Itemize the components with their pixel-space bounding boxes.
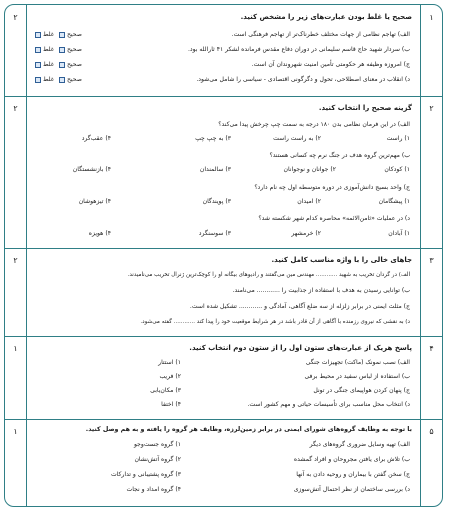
false-label: غلط [43,61,54,68]
match-item: ب) استفاده از لباس سفید در محیط برفی [304,373,410,380]
mcq-option[interactable]: ۱) پیشگامان [378,198,410,205]
match-item: د) بررسی ساختمان از نظر احتمال آتش‌سوزی [293,486,410,493]
mcq-option[interactable]: ۳) به چپ چپ [195,135,231,142]
mcq-question: ب) مهم‌ترین گروه هدف در جنگ نرم چه کسانی هستند؟ [269,152,410,159]
fill-blank-statement: ب) توانایی رسیدن به هدف با استفاده از جذابیت را ............ می‌نامند. [232,287,410,294]
mcq-option[interactable]: ۴) عقب‌گرد [81,135,111,142]
false-label: غلط [43,31,54,38]
true-checkbox[interactable] [59,62,65,68]
mcq-option[interactable]: ۳) سالمندان [199,166,231,173]
statement: الف) تهاجم نظامی از جهات مختلف خطرناک‌تر از تهاجم فرهنگی است. [231,31,410,38]
true-label: صحیح [67,31,82,38]
true-label: صحیح [67,76,82,83]
false-label: غلط [43,76,54,83]
question-1 [5,5,442,97]
question-score: ۲ [5,5,27,96]
match-answer: ۴) گروه امداد و نجات [126,486,181,493]
statement: ب) سردار شهید حاج قاسم سلیمانی در دوران دفاع مقدس فرمانده لشکر ۴۱ ثارالله بود. [187,46,410,53]
mcq-option[interactable]: ۱) آبادان [388,230,410,237]
question-title: گزینه صحیح را انتخاب کنید. [318,104,412,112]
fill-blank-statement: د) به نقشی که نیروی رزمنده با آگاهی از آن قادر باشد در هر شرایط موقعیت خود را پیدا کند ............ گفته می‌شود. [140,319,410,325]
fill-blank-statement: ج) مثلث ایمنی در برابر زلزله از سه ضلع آگاهی، آمادگی و ............ تشکیل شده است. [189,303,410,310]
question-title: جاهای خالی را با واژه مناسب کامل کنید. [271,256,412,264]
false-checkbox[interactable] [35,77,41,83]
match-item: الف) تهیه وسایل ضروری گروه‌های دیگر [309,441,410,448]
match-answer: ۴) اختفا [161,401,181,408]
question-number: ۱ [420,5,442,96]
question-title: صحیح یا غلط بودن عبارت‌های زیر را مشخص کنید. [240,13,412,21]
true-false-choice [35,46,82,53]
match-answer: ۳) مکان‌یابی [150,387,181,394]
statement: ج) امروزه وظیفه هر حکومتی تأمین امنیت شهروندان آن است. [251,61,410,68]
mcq-option[interactable]: ۴) تیزهوشان [78,198,111,205]
mcq-option[interactable]: ۲) خرمشهر [291,230,321,237]
statement: د) انقلاب در معنای اصطلاحی، تحول و دگرگونی اقتصادی - سیاسی را شامل می‌شود. [196,76,410,83]
exam-frame [4,4,443,507]
mcq-option[interactable]: ۱) راست [386,135,410,142]
true-label: صحیح [67,61,82,68]
question-number: ۲ [420,96,442,248]
question-score: ۲ [5,96,27,248]
false-checkbox[interactable] [35,32,41,38]
match-item: الف) نصب نمونک (ماکت) تجهیزات جنگی [305,359,410,366]
match-item: ج) پنهان کردن هواپیمای جنگی در تونل [313,387,410,394]
mcq-option[interactable]: ۲) امیدان [297,198,321,205]
question-2 [5,96,442,249]
match-item: د) انتخاب محل مناسب برای تأسیسات حیاتی و مهم کشور است. [247,401,410,408]
question-title: پاسخ هریک از عبارت‌های ستون اول را از ستون دوم انتخاب کنید. [189,344,412,352]
mcq-option[interactable]: ۴) بازنشستگان [72,166,111,173]
question-score: ۱ [5,419,27,507]
true-false-choice [35,61,82,68]
question-number: ۵ [420,419,442,507]
mcq-option[interactable]: ۳) سوسنگرد [198,230,231,237]
question-number: ۳ [420,248,442,336]
true-label: صحیح [67,46,82,53]
mcq-option[interactable]: ۲) به راست راست [273,135,321,142]
question-score: ۲ [5,248,27,336]
match-answer: ۲) فریب [159,373,181,380]
true-checkbox[interactable] [59,47,65,53]
question-4 [5,336,442,420]
false-checkbox[interactable] [35,62,41,68]
mcq-question: ج) واحد بسیج دانش‌آموزی در دوره متوسطه اول چه نام دارد؟ [254,184,410,191]
question-score: ۱ [5,336,27,419]
question-title: با توجه به وظایف گروه‌های شورای ایمنی در برابر زمین‌لرزه، وظایف هر گروه را یافته و به هم وصل کنید. [85,426,412,433]
false-label: غلط [43,46,54,53]
mcq-option[interactable]: ۳) پویندگان [202,198,231,205]
mcq-option[interactable]: ۲) جوانان و نوجوانان [283,166,336,173]
mcq-question: د) در عملیات «ثامن‌الائمه» محاصره کدام شهر شکسته شد؟ [258,215,410,222]
true-false-choice [35,76,82,83]
match-answer: ۱) استتار [158,359,181,366]
match-item: ج) سخن گفتن با بیماران و روحیه دادن به آنها [296,471,410,478]
match-item: ب) تلاش برای یافتن مجروحان و افراد گمشده [293,456,410,463]
fill-blank-statement: الف) در گردان تخریب به شهید ............ مهندس مین می‌گفتند و رادیوهای بیگانه او را کوچک‌ترین ژنرال تخریب می‌نامیدند. [127,272,410,278]
match-answer: ۲) گروه آتش‌نشان [134,456,181,463]
true-false-choice [35,31,82,38]
false-checkbox[interactable] [35,47,41,53]
question-5 [5,419,442,507]
question-number: ۴ [420,336,442,419]
mcq-option[interactable]: ۴) هویزه [88,230,111,237]
match-answer: ۳) گروه پشتیبانی و تدارکات [110,471,181,478]
mcq-option[interactable]: ۱) کودکان [384,166,410,173]
question-3 [5,248,442,337]
true-checkbox[interactable] [59,32,65,38]
true-checkbox[interactable] [59,77,65,83]
match-answer: ۱) گروه جست‌وجو [134,441,181,448]
mcq-question: الف) در این فرمان نظامی بدن ۱۸۰ درجه به سمت چپ چرخش پیدا می‌کند؟ [218,121,410,128]
